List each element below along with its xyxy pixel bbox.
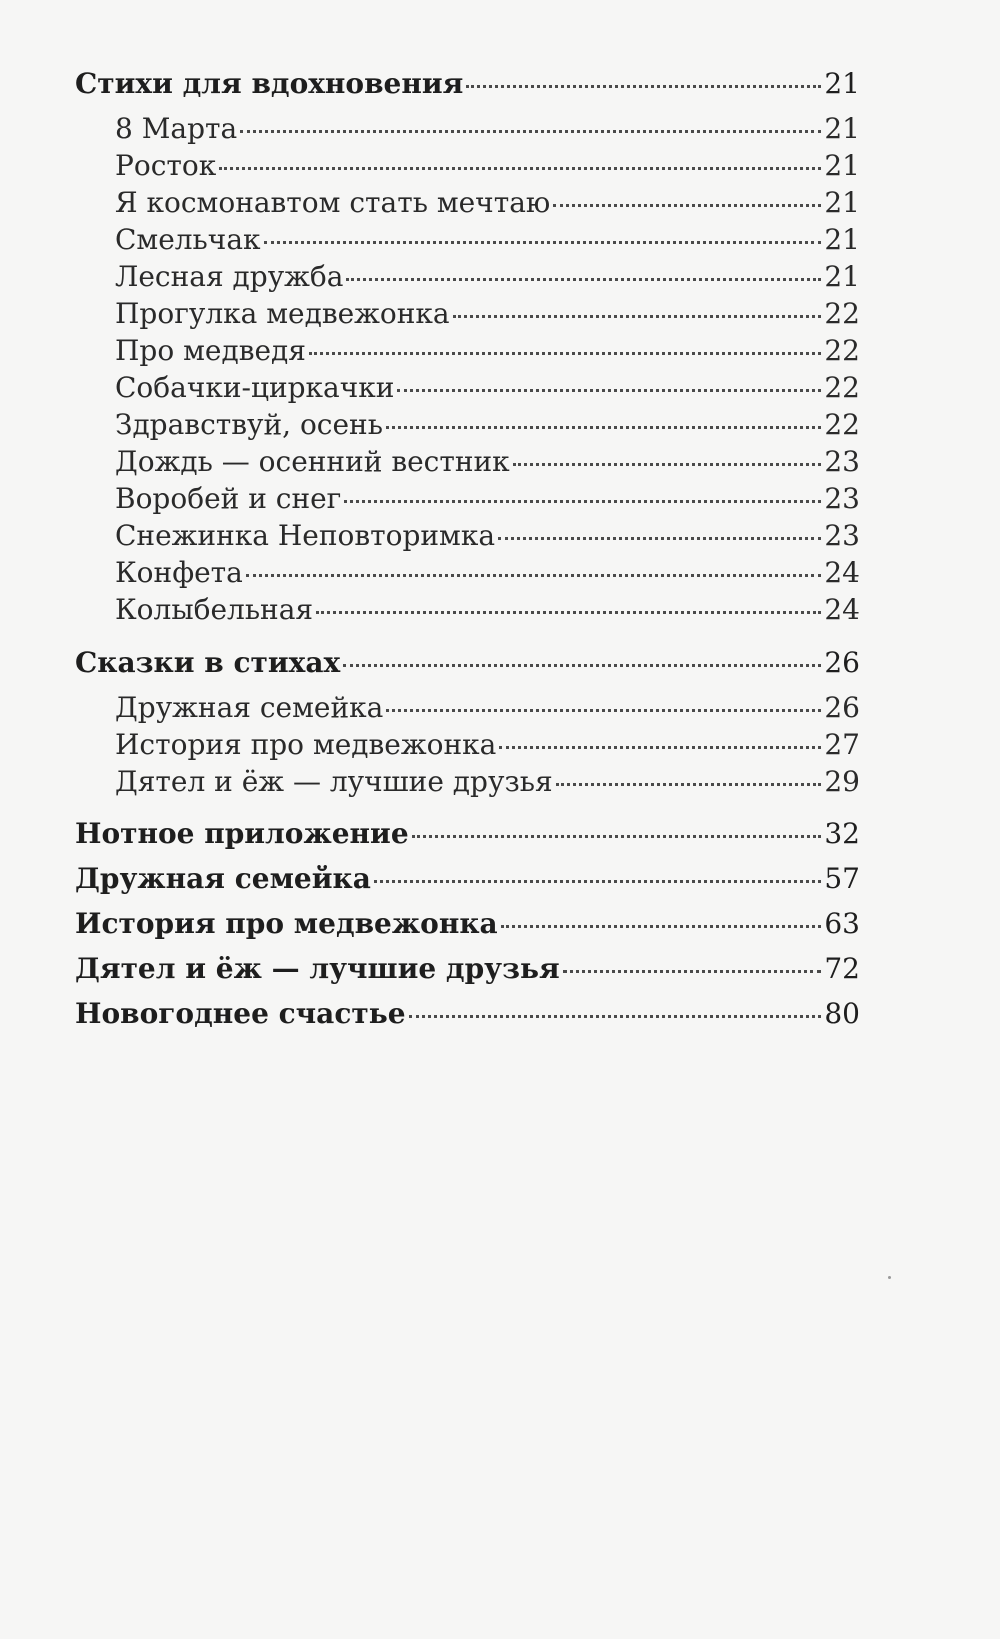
toc-leader-dots	[343, 664, 821, 667]
toc-leader-dots	[344, 500, 821, 503]
toc-page-number: 22	[824, 408, 860, 441]
toc-entry-title: Дятел и ёж — лучшие друзья	[115, 765, 553, 798]
toc-entry-title: Прогулка медвежонка	[115, 297, 450, 330]
toc-entry-title: Росток	[115, 149, 217, 182]
toc-entry-title: Воробей и снег	[115, 482, 342, 515]
toc-page-number: 23	[824, 445, 860, 478]
toc-leader-dots	[309, 352, 821, 355]
toc-entry-title: Снежинка Неповторимка	[115, 519, 496, 552]
toc-page-number: 57	[824, 862, 860, 895]
toc-entry-row[interactable]	[115, 728, 860, 766]
toc-leader-dots	[412, 835, 822, 838]
toc-entry-title: Колыбельная	[115, 593, 314, 626]
toc-page-number: 32	[824, 817, 860, 850]
toc-entry-row[interactable]	[115, 186, 860, 224]
toc-leader-dots	[499, 746, 821, 749]
toc-leader-dots	[316, 611, 821, 614]
toc-leader-dots	[386, 426, 821, 429]
toc-page-number: 23	[824, 519, 860, 552]
toc-entry-row[interactable]	[115, 519, 860, 557]
toc-entry-row[interactable]	[115, 334, 860, 372]
toc-section-title: Нотное приложение	[75, 817, 409, 850]
toc-entry-title: Смельчак	[115, 223, 261, 256]
toc-entry-row[interactable]	[115, 149, 860, 187]
toc-section-title: Дятел и ёж — лучшие друзья	[75, 952, 560, 985]
toc-leader-dots	[409, 1015, 822, 1018]
toc-section-row[interactable]	[75, 67, 860, 105]
toc-section-title: Сказки в стихах	[75, 646, 341, 679]
toc-entry-row[interactable]	[115, 112, 860, 150]
toc-page-number: 21	[824, 260, 860, 293]
toc-leader-dots	[501, 925, 822, 928]
toc-section-row[interactable]	[75, 952, 860, 990]
toc-entry-title: Собачки-циркачки	[115, 371, 395, 404]
toc-page-number: 21	[824, 223, 860, 256]
toc-entry-row[interactable]	[115, 556, 860, 594]
toc-entry-row[interactable]	[115, 691, 860, 729]
toc-page-number: 21	[824, 186, 860, 219]
toc-section-row[interactable]	[75, 907, 860, 945]
toc-page-number: 21	[824, 67, 860, 100]
toc-entry-title: Здравствуй, осень	[115, 408, 383, 441]
toc-section-row[interactable]	[75, 997, 860, 1035]
toc-entry-title: Я космонавтом стать мечтаю	[115, 186, 551, 219]
toc-page-number: 23	[824, 482, 860, 515]
toc-page-number: 21	[824, 149, 860, 182]
toc-leader-dots	[553, 204, 821, 207]
toc-section-title: История про медвежонка	[75, 907, 498, 940]
toc-section-title: Стихи для вдохновения	[75, 67, 464, 100]
toc-entry-row[interactable]	[115, 223, 860, 261]
toc-leader-dots	[498, 537, 821, 540]
toc-page-number: 80	[824, 997, 860, 1030]
toc-page-number: 29	[824, 765, 860, 798]
toc-section-row[interactable]	[75, 646, 860, 684]
toc-entry-title: Лесная дружба	[115, 260, 344, 293]
toc-leader-dots	[466, 85, 821, 88]
toc-page-number: 24	[824, 556, 860, 589]
toc-entry-title: 8 Марта	[115, 112, 238, 145]
toc-page-number: 63	[824, 907, 860, 940]
toc-entry-title: Дождь — осенний вестник	[115, 445, 510, 478]
toc-leader-dots	[264, 241, 822, 244]
toc-page-number: 26	[824, 646, 860, 679]
toc-page-number: 22	[824, 297, 860, 330]
toc-entry-title: Конфета	[115, 556, 243, 589]
paper-speck	[888, 1276, 891, 1279]
toc-leader-dots	[397, 389, 821, 392]
toc-page-number: 22	[824, 371, 860, 404]
toc-leader-dots	[513, 463, 822, 466]
toc-entry-row[interactable]	[115, 765, 860, 803]
toc-leader-dots	[556, 783, 822, 786]
toc-section-row[interactable]	[75, 862, 860, 900]
toc-entry-title: Про медведя	[115, 334, 306, 367]
toc-entry-row[interactable]	[115, 482, 860, 520]
toc-leader-dots	[563, 970, 822, 973]
toc-leader-dots	[219, 167, 821, 170]
toc-entry-row[interactable]	[115, 371, 860, 409]
toc-section-title: Новогоднее счастье	[75, 997, 406, 1030]
toc-leader-dots	[374, 880, 821, 883]
toc-page-number: 21	[824, 112, 860, 145]
toc-entry-title: Дружная семейка	[115, 691, 384, 724]
toc-section-row[interactable]	[75, 817, 860, 855]
toc-page-number: 24	[824, 593, 860, 626]
toc-entry-row[interactable]	[115, 297, 860, 335]
toc-leader-dots	[346, 278, 821, 281]
toc-page-number: 72	[824, 952, 860, 985]
toc-entry-title: История про медвежонка	[115, 728, 497, 761]
toc-leader-dots	[453, 315, 822, 318]
toc-page-number: 22	[824, 334, 860, 367]
toc-leader-dots	[386, 709, 821, 712]
toc-page-number: 26	[824, 691, 860, 724]
toc-leader-dots	[240, 130, 821, 133]
toc-section-title: Дружная семейка	[75, 862, 371, 895]
toc-leader-dots	[246, 574, 822, 577]
toc-entry-row[interactable]	[115, 445, 860, 483]
toc-entry-row[interactable]	[115, 593, 860, 631]
toc-entry-row[interactable]	[115, 260, 860, 298]
toc-page-number: 27	[824, 728, 860, 761]
toc-entry-row[interactable]	[115, 408, 860, 446]
